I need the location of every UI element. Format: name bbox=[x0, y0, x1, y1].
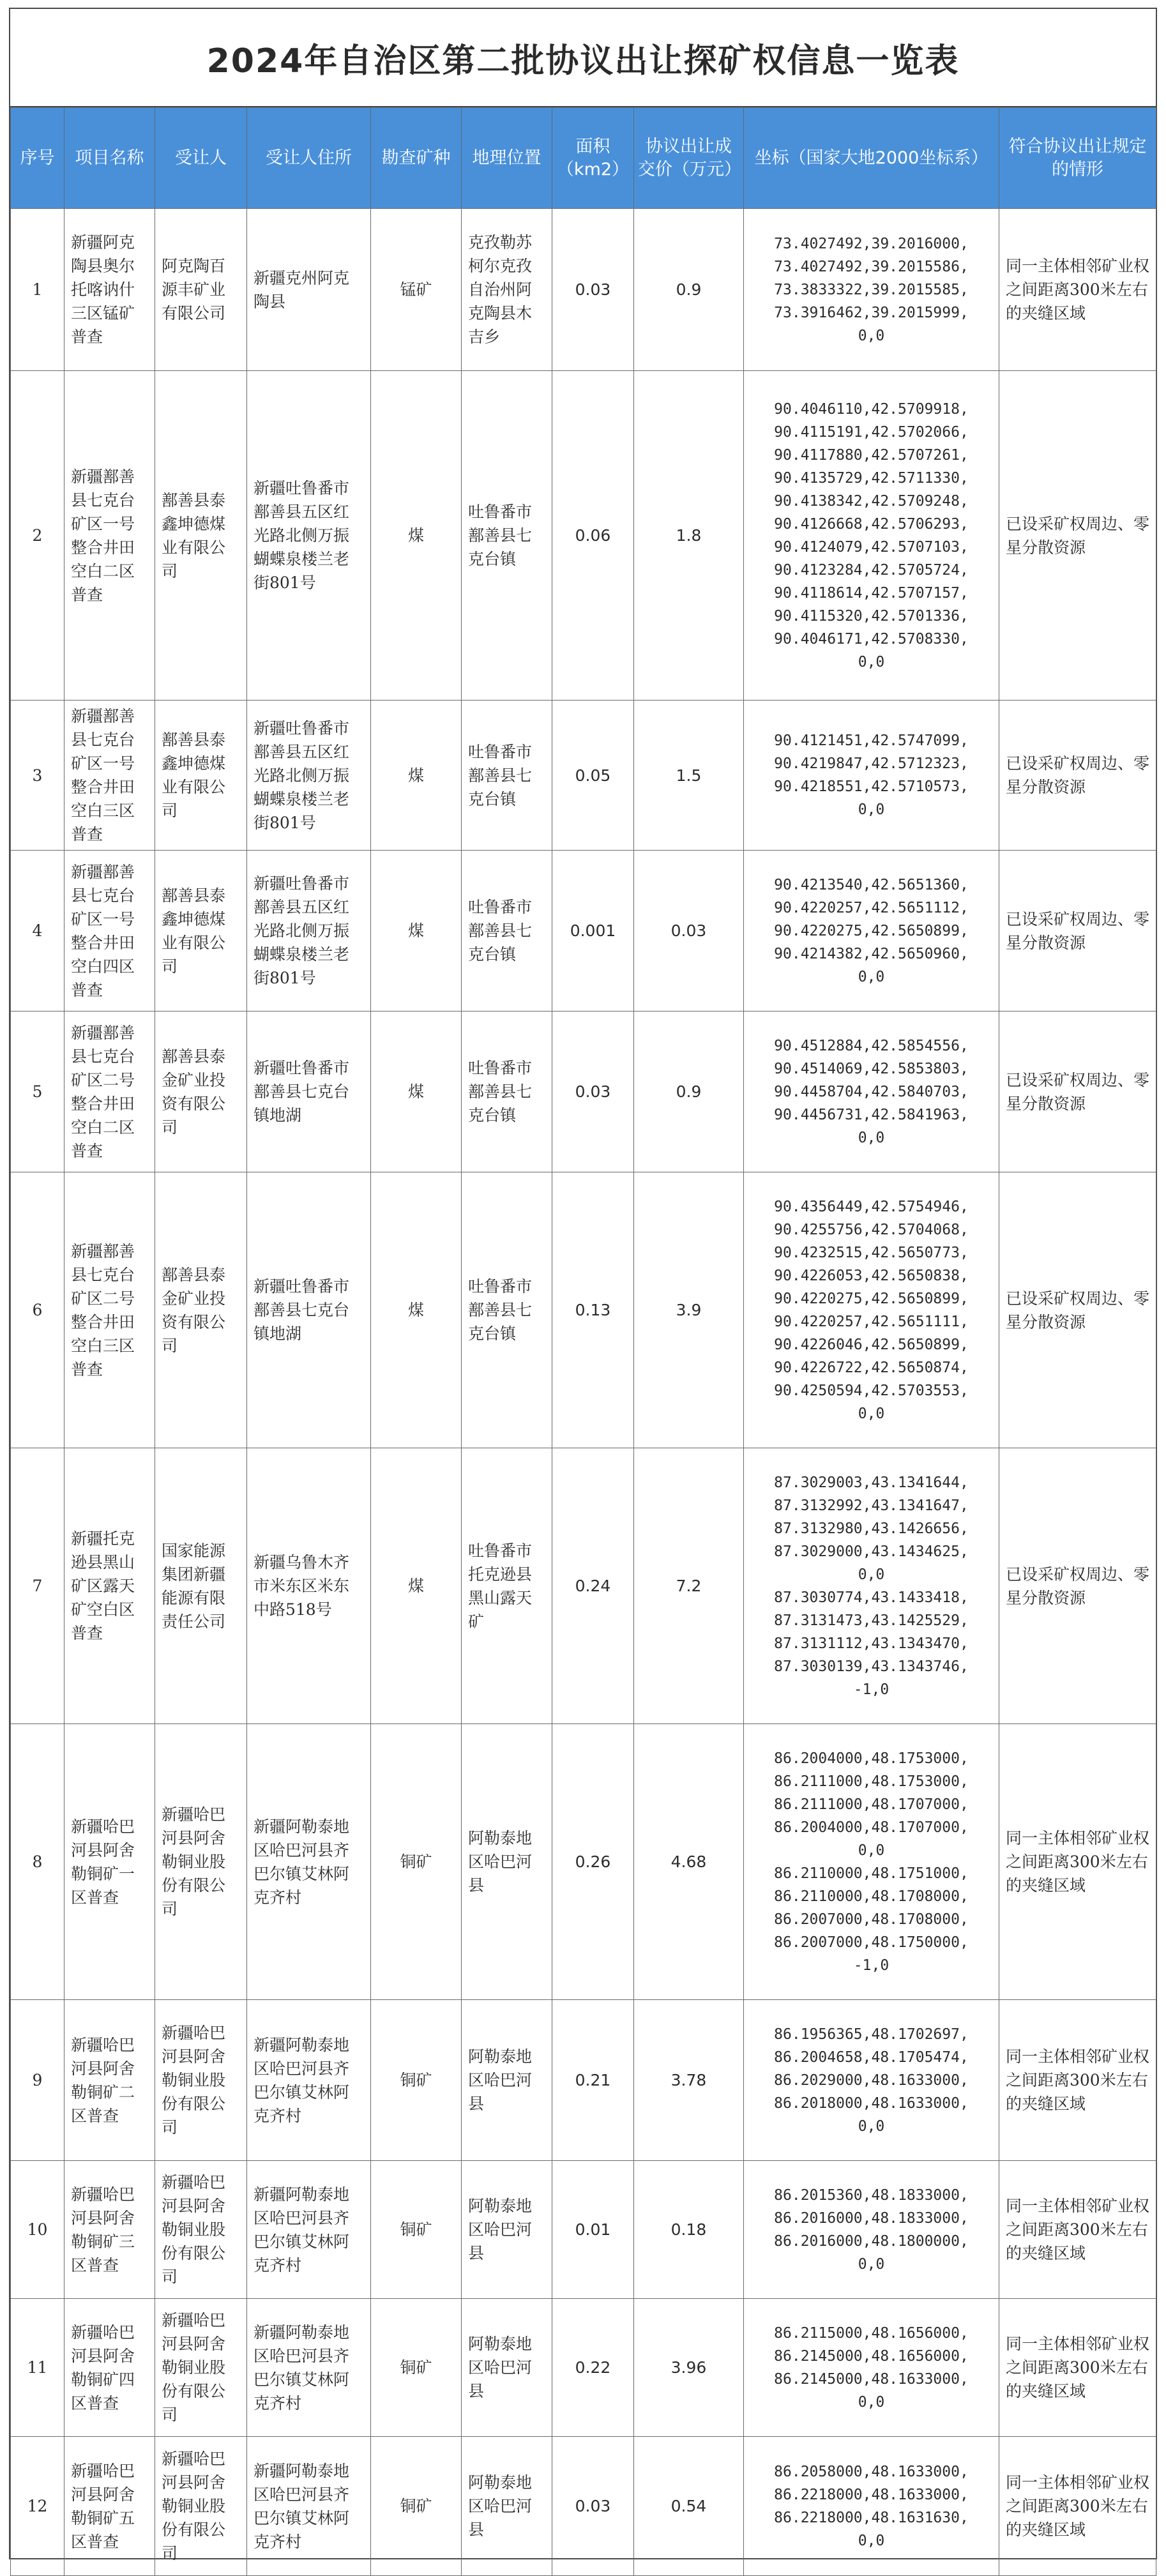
cell-case: 已设采矿权周边、零星分散资源 bbox=[999, 1448, 1156, 1724]
header-no: 序号 bbox=[11, 108, 64, 209]
cell-address: 新疆阿勒泰地区哈巴河县齐巴尔镇艾林阿克齐村 bbox=[247, 2161, 371, 2299]
header-coords: 坐标（国家大地2000坐标系） bbox=[744, 108, 999, 209]
cell-no: 4 bbox=[11, 851, 64, 1011]
cell-area: 0.01 bbox=[552, 2161, 634, 2299]
cell-transferee: 鄯善县泰鑫坤德煤业有限公司 bbox=[155, 701, 247, 851]
cell-project: 新疆托克逊县黑山矿区露天矿空白区普查 bbox=[64, 1448, 155, 1724]
cell-mineral: 煤 bbox=[371, 1172, 462, 1448]
table-row bbox=[11, 2437, 1156, 2576]
cell-location: 吐鲁番市鄯善县七克台镇 bbox=[462, 851, 552, 1011]
cell-transferee: 新疆哈巴河县阿舍勒铜业股份有限公司 bbox=[155, 2437, 247, 2576]
cell-location: 阿勒泰地区哈巴河县 bbox=[462, 2161, 552, 2299]
cell-area: 0.03 bbox=[552, 2437, 634, 2576]
cell-coords: 86.1956365,48.1702697, 86.2004658,48.1705474, 86.2029000,48.1633000, 86.2018000,48.1633000, 0,0 bbox=[744, 2000, 999, 2161]
cell-project: 新疆哈巴河县阿舍勒铜矿五区普查 bbox=[64, 2437, 155, 2576]
cell-case: 已设采矿权周边、零星分散资源 bbox=[999, 851, 1156, 1011]
cell-case: 同一主体相邻矿业权之间距离300米左右的夹缝区域 bbox=[999, 209, 1156, 371]
cell-case: 已设采矿权周边、零星分散资源 bbox=[999, 1011, 1156, 1172]
cell-coords: 86.2115000,48.1656000, 86.2145000,48.1656000, 86.2145000,48.1633000, 0,0 bbox=[744, 2299, 999, 2437]
cell-location: 吐鲁番市鄯善县七克台镇 bbox=[462, 701, 552, 851]
cell-area: 0.06 bbox=[552, 371, 634, 701]
cell-area: 0.22 bbox=[552, 2299, 634, 2437]
cell-location: 吐鲁番市鄯善县七克台镇 bbox=[462, 371, 552, 701]
cell-project: 新疆鄯善县七克台矿区一号整合井田空白四区普查 bbox=[64, 851, 155, 1011]
cell-area: 0.21 bbox=[552, 2000, 634, 2161]
cell-mineral: 煤 bbox=[371, 1448, 462, 1724]
cell-mineral: 铜矿 bbox=[371, 1724, 462, 2000]
cell-no: 8 bbox=[11, 1724, 64, 2000]
cell-project: 新疆鄯善县七克台矿区一号整合井田空白二区普查 bbox=[64, 371, 155, 701]
cell-location: 阿勒泰地区哈巴河县 bbox=[462, 2000, 552, 2161]
cell-mineral: 铜矿 bbox=[371, 2161, 462, 2299]
cell-area: 0.13 bbox=[552, 1172, 634, 1448]
cell-project: 新疆阿克陶县奥尔托喀讷什三区锰矿普查 bbox=[64, 209, 155, 371]
cell-no: 6 bbox=[11, 1172, 64, 1448]
header-address: 受让人住所 bbox=[247, 108, 371, 209]
cell-project: 新疆哈巴河县阿舍勒铜矿四区普查 bbox=[64, 2299, 155, 2437]
cell-coords: 73.4027492,39.2016000, 73.4027492,39.2015586, 73.3833322,39.2015585, 73.3916462,39.2015999, 0,0 bbox=[744, 209, 999, 371]
cell-project: 新疆鄯善县七克台矿区二号整合井田空白三区普查 bbox=[64, 1172, 155, 1448]
cell-mineral: 煤 bbox=[371, 851, 462, 1011]
cell-address: 新疆克州阿克陶县 bbox=[247, 209, 371, 371]
cell-transferee: 鄯善县泰鑫坤德煤业有限公司 bbox=[155, 371, 247, 701]
cell-transferee: 鄯善县泰金矿业投资有限公司 bbox=[155, 1011, 247, 1172]
cell-mineral: 铜矿 bbox=[371, 2000, 462, 2161]
cell-price: 3.9 bbox=[634, 1172, 744, 1448]
cell-transferee: 国家能源集团新疆能源有限责任公司 bbox=[155, 1448, 247, 1724]
cell-case: 已设采矿权周边、零星分散资源 bbox=[999, 1172, 1156, 1448]
cell-transferee: 鄯善县泰鑫坤德煤业有限公司 bbox=[155, 851, 247, 1011]
cell-project: 新疆哈巴河县阿舍勒铜矿二区普查 bbox=[64, 2000, 155, 2161]
cell-no: 10 bbox=[11, 2161, 64, 2299]
cell-transferee: 阿克陶百源丰矿业有限公司 bbox=[155, 209, 247, 371]
cell-coords: 87.3029003,43.1341644, 87.3132992,43.1341647, 87.3132980,43.1426656, 87.3029000,43.1434625, 0,0 87.3030774,43.1433418, 87.3131473,43.1425529, 87.3131112,43.1343470, 87.3030139,43.1343746, -1,0 bbox=[744, 1448, 999, 1724]
cell-address: 新疆吐鲁番市鄯善县五区红光路北侧万振蝴蝶泉楼兰老街801号 bbox=[247, 851, 371, 1011]
cell-mineral: 煤 bbox=[371, 371, 462, 701]
cell-transferee: 新疆哈巴河县阿舍勒铜业股份有限公司 bbox=[155, 2299, 247, 2437]
cell-coords: 90.4512884,42.5854556, 90.4514069,42.5853803, 90.4458704,42.5840703, 90.4456731,42.5841963, 0,0 bbox=[744, 1011, 999, 1172]
cell-transferee: 新疆哈巴河县阿舍勒铜业股份有限公司 bbox=[155, 2161, 247, 2299]
cell-address: 新疆吐鲁番市鄯善县七克台镇地湖 bbox=[247, 1011, 371, 1172]
cell-no: 2 bbox=[11, 371, 64, 701]
cell-coords: 86.2004000,48.1753000, 86.2111000,48.1753000, 86.2111000,48.1707000, 86.2004000,48.1707000, 0,0 86.2110000,48.1751000, 86.2110000,48.1708000, 86.2007000,48.1708000, 86.2007000,48.1750000, -1,0 bbox=[744, 1724, 999, 2000]
table-row bbox=[11, 1448, 1156, 1724]
table-row bbox=[11, 2161, 1156, 2299]
cell-mineral: 煤 bbox=[371, 701, 462, 851]
cell-case: 同一主体相邻矿业权之间距离300米左右的夹缝区域 bbox=[999, 2161, 1156, 2299]
cell-address: 新疆吐鲁番市鄯善县七克台镇地湖 bbox=[247, 1172, 371, 1448]
cell-mineral: 煤 bbox=[371, 1011, 462, 1172]
cell-no: 1 bbox=[11, 209, 64, 371]
cell-area: 0.26 bbox=[552, 1724, 634, 2000]
info-table bbox=[10, 107, 1156, 2576]
cell-area: 0.24 bbox=[552, 1448, 634, 1724]
cell-location: 吐鲁番市鄯善县七克台镇 bbox=[462, 1011, 552, 1172]
cell-coords: 90.4213540,42.5651360, 90.4220257,42.5651112, 90.4220275,42.5650899, 90.4214382,42.5650960, 0,0 bbox=[744, 851, 999, 1011]
header-project: 项目名称 bbox=[64, 108, 155, 209]
cell-address: 新疆乌鲁木齐市米东区米东中路518号 bbox=[247, 1448, 371, 1724]
cell-location: 吐鲁番市鄯善县七克台镇 bbox=[462, 1172, 552, 1448]
header-mineral: 勘查矿种 bbox=[371, 108, 462, 209]
cell-coords: 86.2058000,48.1633000, 86.2218000,48.1633000, 86.2218000,48.1631630, 0,0 bbox=[744, 2437, 999, 2576]
cell-mineral: 锰矿 bbox=[371, 209, 462, 371]
table-row bbox=[11, 701, 1156, 851]
header-case: 符合协议出让规定的情形 bbox=[999, 108, 1156, 209]
table-row bbox=[11, 1172, 1156, 1448]
document-frame bbox=[9, 8, 1157, 2563]
cell-no: 3 bbox=[11, 701, 64, 851]
cell-no: 11 bbox=[11, 2299, 64, 2437]
cell-location: 吐鲁番市托克逊县黑山露天矿 bbox=[462, 1448, 552, 1724]
cell-no: 12 bbox=[11, 2437, 64, 2576]
cell-case: 同一主体相邻矿业权之间距离300米左右的夹缝区域 bbox=[999, 2299, 1156, 2437]
cell-price: 4.68 bbox=[634, 1724, 744, 2000]
cell-no: 7 bbox=[11, 1448, 64, 1724]
cell-case: 同一主体相邻矿业权之间距离300米左右的夹缝区域 bbox=[999, 1724, 1156, 2000]
cell-transferee: 新疆哈巴河县阿舍勒铜业股份有限公司 bbox=[155, 2000, 247, 2161]
cell-coords: 90.4046110,42.5709918, 90.4115191,42.5702066, 90.4117880,42.5707261, 90.4135729,42.5711330, 90.4138342,42.5709248, 90.4126668,42.5706293, 90.4124079,42.5707103, 90.4123284,42.5705724, 90.4118614,42.5707157, 90.4115320,42.5701336, 90.4046171,42.5708330, 0,0 bbox=[744, 371, 999, 701]
cell-no: 9 bbox=[11, 2000, 64, 2161]
cell-price: 0.9 bbox=[634, 209, 744, 371]
cell-no: 5 bbox=[11, 1011, 64, 1172]
cell-transferee: 鄯善县泰金矿业投资有限公司 bbox=[155, 1172, 247, 1448]
cell-project: 新疆哈巴河县阿舍勒铜矿一区普查 bbox=[64, 1724, 155, 2000]
header-transferee: 受让人 bbox=[155, 108, 247, 209]
cell-address: 新疆阿勒泰地区哈巴河县齐巴尔镇艾林阿克齐村 bbox=[247, 1724, 371, 2000]
header-price: 协议出让成交价（万元） bbox=[634, 108, 744, 209]
cell-price: 1.8 bbox=[634, 371, 744, 701]
cell-price: 1.5 bbox=[634, 701, 744, 851]
cell-address: 新疆阿勒泰地区哈巴河县齐巴尔镇艾林阿克齐村 bbox=[247, 2299, 371, 2437]
cell-price: 3.96 bbox=[634, 2299, 744, 2437]
cell-mineral: 铜矿 bbox=[371, 2299, 462, 2437]
cell-project: 新疆鄯善县七克台矿区二号整合井田空白二区普查 bbox=[64, 1011, 155, 1172]
table-row bbox=[11, 2000, 1156, 2161]
cell-case: 同一主体相邻矿业权之间距离300米左右的夹缝区域 bbox=[999, 2000, 1156, 2161]
cell-coords: 90.4356449,42.5754946, 90.4255756,42.5704068, 90.4232515,42.5650773, 90.4226053,42.5650838, 90.4220275,42.5650899, 90.4220257,42.5651111, 90.4226046,42.5650899, 90.4226722,42.5650874, 90.4250594,42.5703553, 0,0 bbox=[744, 1172, 999, 1448]
table-row bbox=[11, 1011, 1156, 1172]
header-area: 面积（km2） bbox=[552, 108, 634, 209]
cell-price: 3.78 bbox=[634, 2000, 744, 2161]
cell-price: 0.03 bbox=[634, 851, 744, 1011]
table-row bbox=[11, 209, 1156, 371]
header-location: 地理位置 bbox=[462, 108, 552, 209]
header-row bbox=[11, 108, 1156, 209]
table-row bbox=[11, 371, 1156, 701]
cell-address: 新疆阿勒泰地区哈巴河县齐巴尔镇艾林阿克齐村 bbox=[247, 2437, 371, 2576]
cell-case: 已设采矿权周边、零星分散资源 bbox=[999, 371, 1156, 701]
cell-location: 克孜勒苏柯尔克孜自治州阿克陶县木吉乡 bbox=[462, 209, 552, 371]
cell-price: 0.54 bbox=[634, 2437, 744, 2576]
table-row bbox=[11, 1724, 1156, 2000]
table-row bbox=[11, 2299, 1156, 2437]
cell-location: 阿勒泰地区哈巴河县 bbox=[462, 2299, 552, 2437]
cell-transferee: 新疆哈巴河县阿舍勒铜业股份有限公司 bbox=[155, 1724, 247, 2000]
cell-project: 新疆哈巴河县阿舍勒铜矿三区普查 bbox=[64, 2161, 155, 2299]
cell-address: 新疆阿勒泰地区哈巴河县齐巴尔镇艾林阿克齐村 bbox=[247, 2000, 371, 2161]
page-title: 2024年自治区第二批协议出让探矿权信息一览表 bbox=[10, 9, 1156, 107]
cell-coords: 86.2015360,48.1833000, 86.2016000,48.1833000, 86.2016000,48.1800000, 0,0 bbox=[744, 2161, 999, 2299]
cell-price: 7.2 bbox=[634, 1448, 744, 1724]
cell-project: 新疆鄯善县七克台矿区一号整合井田空白三区普查 bbox=[64, 701, 155, 851]
cell-price: 0.9 bbox=[634, 1011, 744, 1172]
cell-mineral: 铜矿 bbox=[371, 2437, 462, 2576]
cell-area: 0.03 bbox=[552, 1011, 634, 1172]
cell-address: 新疆吐鲁番市鄯善县五区红光路北侧万振蝴蝶泉楼兰老街801号 bbox=[247, 371, 371, 701]
cell-coords: 90.4121451,42.5747099, 90.4219847,42.5712323, 90.4218551,42.5710573, 0,0 bbox=[744, 701, 999, 851]
cell-price: 0.18 bbox=[634, 2161, 744, 2299]
cell-area: 0.001 bbox=[552, 851, 634, 1011]
cell-case: 已设采矿权周边、零星分散资源 bbox=[999, 701, 1156, 851]
cell-case: 同一主体相邻矿业权之间距离300米左右的夹缝区域 bbox=[999, 2437, 1156, 2576]
cell-location: 阿勒泰地区哈巴河县 bbox=[462, 2437, 552, 2576]
cell-location: 阿勒泰地区哈巴河县 bbox=[462, 1724, 552, 2000]
table-row bbox=[11, 851, 1156, 1011]
cell-area: 0.03 bbox=[552, 209, 634, 371]
cell-area: 0.05 bbox=[552, 701, 634, 851]
cell-address: 新疆吐鲁番市鄯善县五区红光路北侧万振蝴蝶泉楼兰老街801号 bbox=[247, 701, 371, 851]
